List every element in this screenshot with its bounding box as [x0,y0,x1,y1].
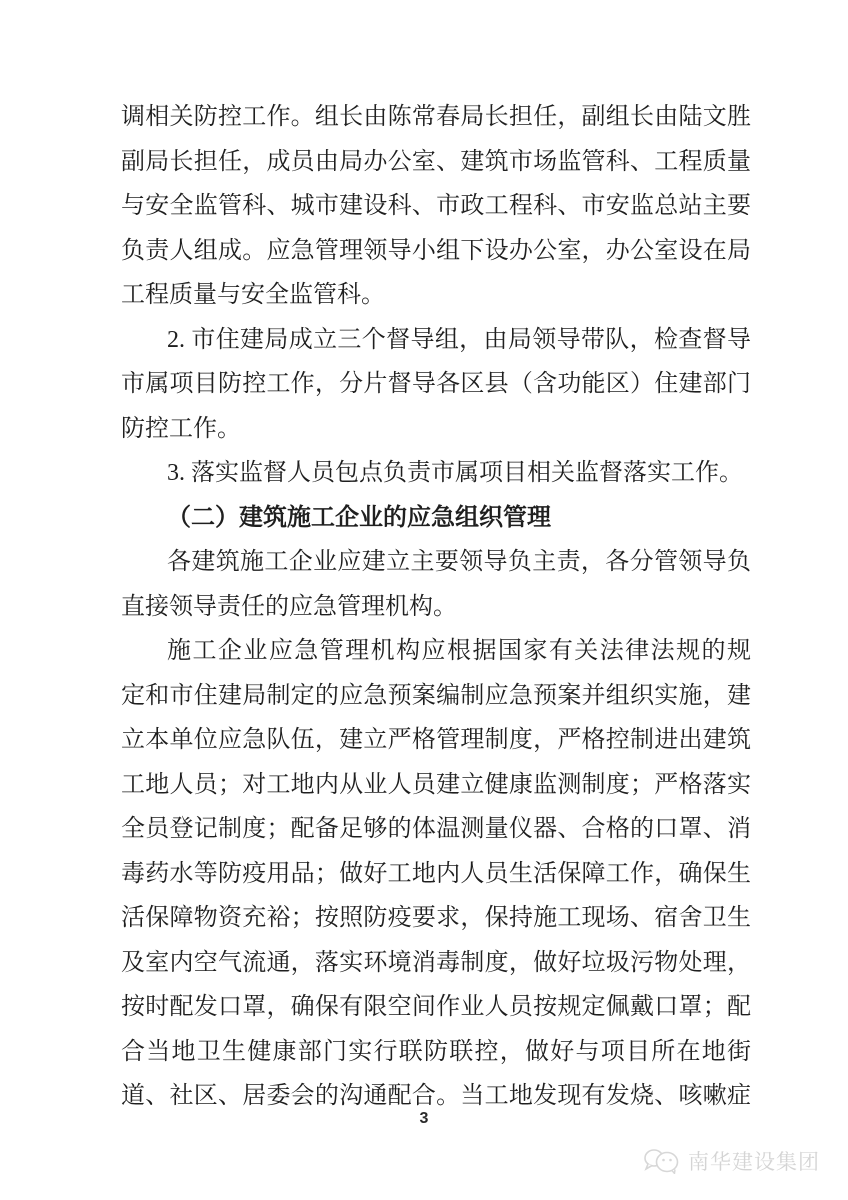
text-line: 直接领导责任的应急管理机构。 [121,593,457,620]
text-line: 施工企业应急管理机构应根据国家有关法律法规的规 [167,638,751,664]
text-line: 立本单位应急队伍，建立严格管理制度，严格控制进出建筑 [121,727,751,753]
text-line: 及室内空气流通，落实环境消毒制度，做好垃圾污物处理， [121,949,751,976]
document-lines [121,95,751,1119]
text-line: 全员登记制度；配备足够的体温测量仪器、合格的口罩、消 [121,816,751,842]
text-line: 防控工作。 [121,415,241,442]
text-line: 各建筑施工企业应建立主要领导负主责，各分管领导负 [167,549,751,575]
text-line: 3. 落实监督人员包点负责市属项目相关监督落实工作。 [167,460,743,486]
text-line: 合当地卫生健康部门实行联防联控，做好与项目所在地街 [121,1038,751,1065]
watermark [641,1146,820,1176]
text-line: 调相关防控工作。组长由陈常春局长担任，副组长由陆文胜 [121,104,751,130]
text-line: 副局长担任，成员由局办公室、建筑市场监管科、工程质量 [121,148,751,175]
text-line: 定和市住建局制定的应急预案编制应急预案并组织实施，建 [121,682,751,709]
text-line: 负责人组成。应急管理领导小组下设办公室，办公室设在局 [121,237,751,264]
text-line: 道、社区、居委会的沟通配合。当工地发现有发烧、咳嗽症 [121,1083,751,1109]
text-line: 市属项目防控工作，分片督导各区县（含功能区）住建部门 [121,371,751,397]
text-line: 2. 市住建局成立三个督导组，由局领导带队，检查督导 [167,326,751,353]
page-number: 3 [419,1110,429,1127]
text-line: （二）建筑施工企业的应急组织管理 [167,504,551,531]
text-line: 工程质量与安全监管科。 [121,282,385,308]
wechat-icon [641,1148,681,1174]
text-line: 与安全监管科、城市建设科、市政工程科、市安监总站主要 [121,193,751,219]
text-line: 活保障物资充裕；按照防疫要求，保持施工现场、宿舍卫生 [121,905,751,931]
text-line: 按时配发口罩，确保有限空间作业人员按规定佩戴口罩；配 [121,994,751,1020]
watermark-text: 南华建设集团 [688,1151,820,1174]
text-line: 工地人员；对工地内从业人员建立健康监测制度；严格落实 [121,771,751,798]
text-line: 毒药水等防疫用品；做好工地内人员生活保障工作，确保生 [121,860,751,887]
